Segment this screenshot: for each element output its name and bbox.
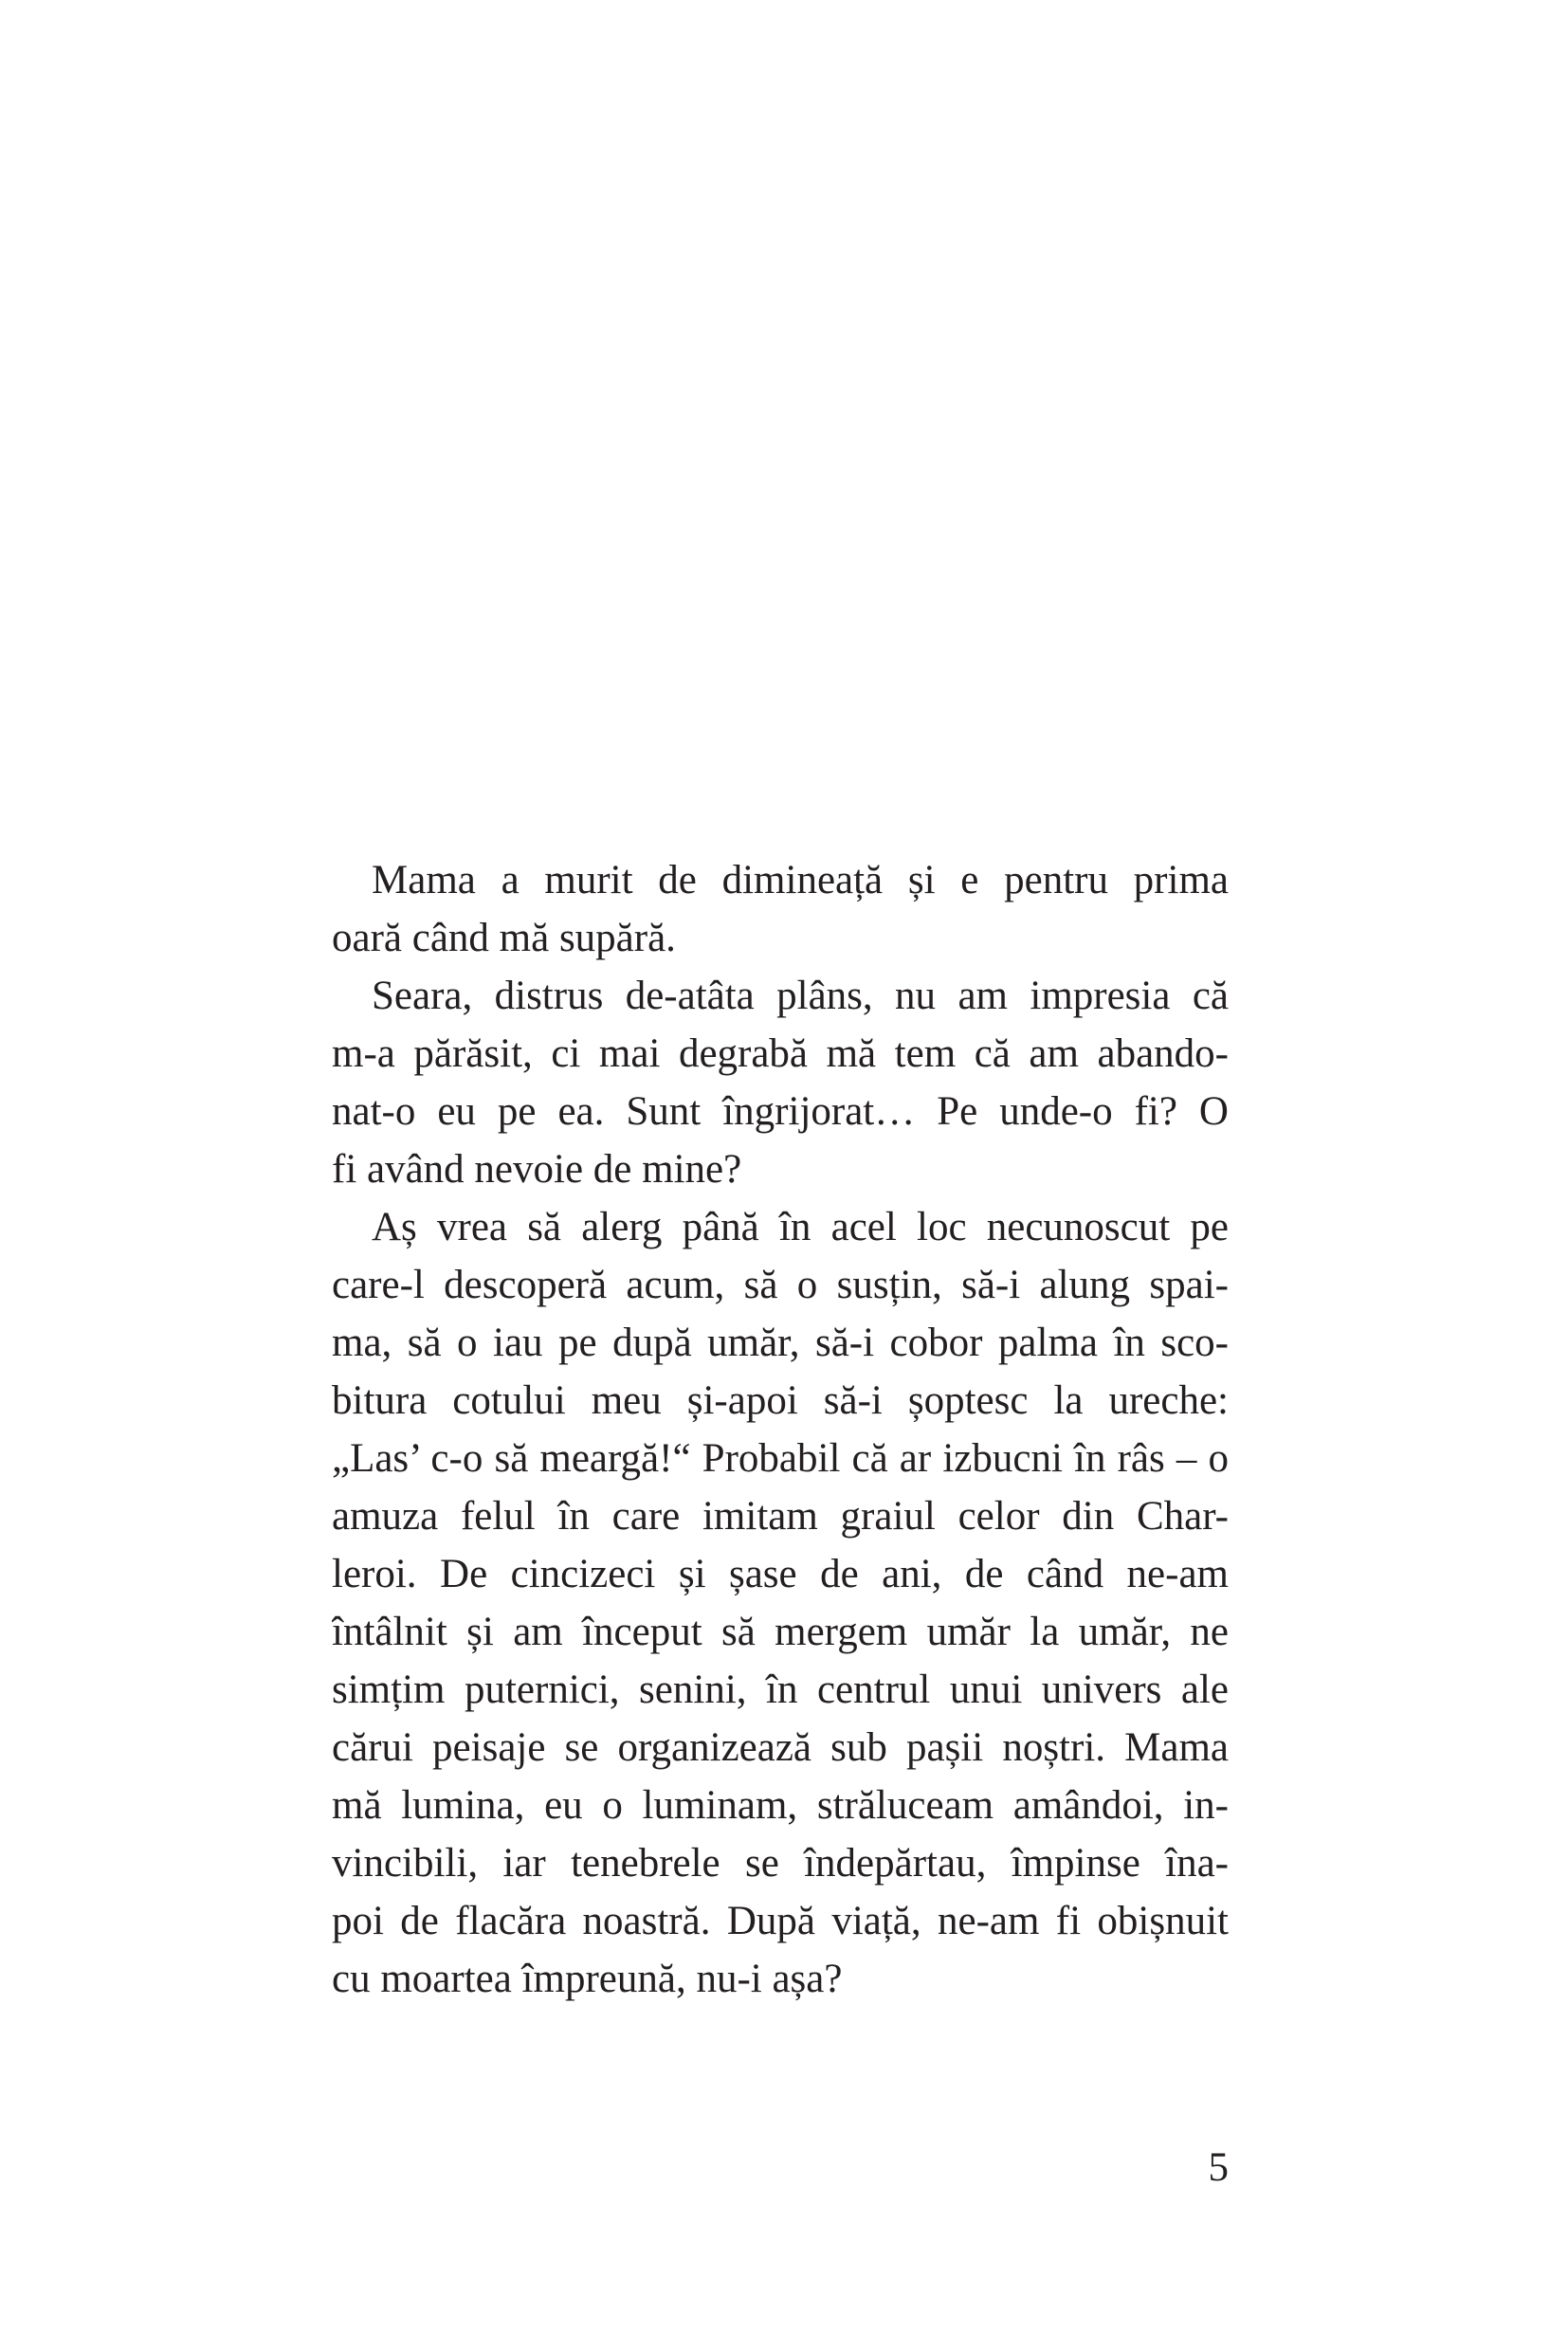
text-line: vincibili, iar tenebrele se îndepărtau, împinse îna- <box>332 1841 1229 1886</box>
text-line: nat-o eu pe ea. Sunt îngrijorat… Pe unde-o fi? O <box>332 1089 1229 1134</box>
text-line: care-l descoperă acum, să o susțin, să-i alung spai- <box>332 1263 1229 1307</box>
text-line: leroi. De cincizeci și șase de ani, de când ne-am <box>332 1552 1229 1596</box>
text-line: ma, să o iau pe după umăr, să-i cobor palma în sco- <box>332 1321 1229 1365</box>
text-line: amuza felul în care imitam graiul celor din Char- <box>332 1494 1229 1539</box>
text-line: cu moartea împreună, nu-i așa? <box>332 1957 843 2001</box>
text-line: cărui peisaje se organizează sub pașii noștri. Mama <box>332 1725 1229 1770</box>
text-line: simțim puternici, senini, în centrul unui univers ale <box>332 1668 1229 1712</box>
text-line: mă lumina, eu o luminam, străluceam amândoi, in- <box>332 1783 1229 1828</box>
text-line: Seara, distrus de-atâta plâns, nu am impresia că <box>372 974 1229 1018</box>
page-number: 5 <box>1208 2145 1229 2190</box>
text-line: m-a părăsit, ci mai degrabă mă tem că am abando- <box>332 1031 1229 1076</box>
text-line: fi având nevoie de mine? <box>332 1147 742 1192</box>
text-line: poi de flacăra noastră. După viață, ne-am fi obișnuit <box>332 1899 1229 1943</box>
body-text <box>332 851 1229 2008</box>
text-line: întâlnit și am început să mergem umăr la umăr, ne <box>332 1610 1229 1654</box>
text-line: „Las’ c-o să meargă!“ Probabil că ar izbucni în râs – o <box>332 1436 1229 1481</box>
text-line: oară când mă supără. <box>332 916 676 960</box>
text-line: Mama a murit de dimineață și e pentru prima <box>372 858 1229 902</box>
text-line: bitura cotului meu și-apoi să-i șoptesc la ureche: <box>332 1378 1229 1423</box>
text-line: Aș vrea să alerg până în acel loc necunoscut pe <box>372 1205 1229 1249</box>
